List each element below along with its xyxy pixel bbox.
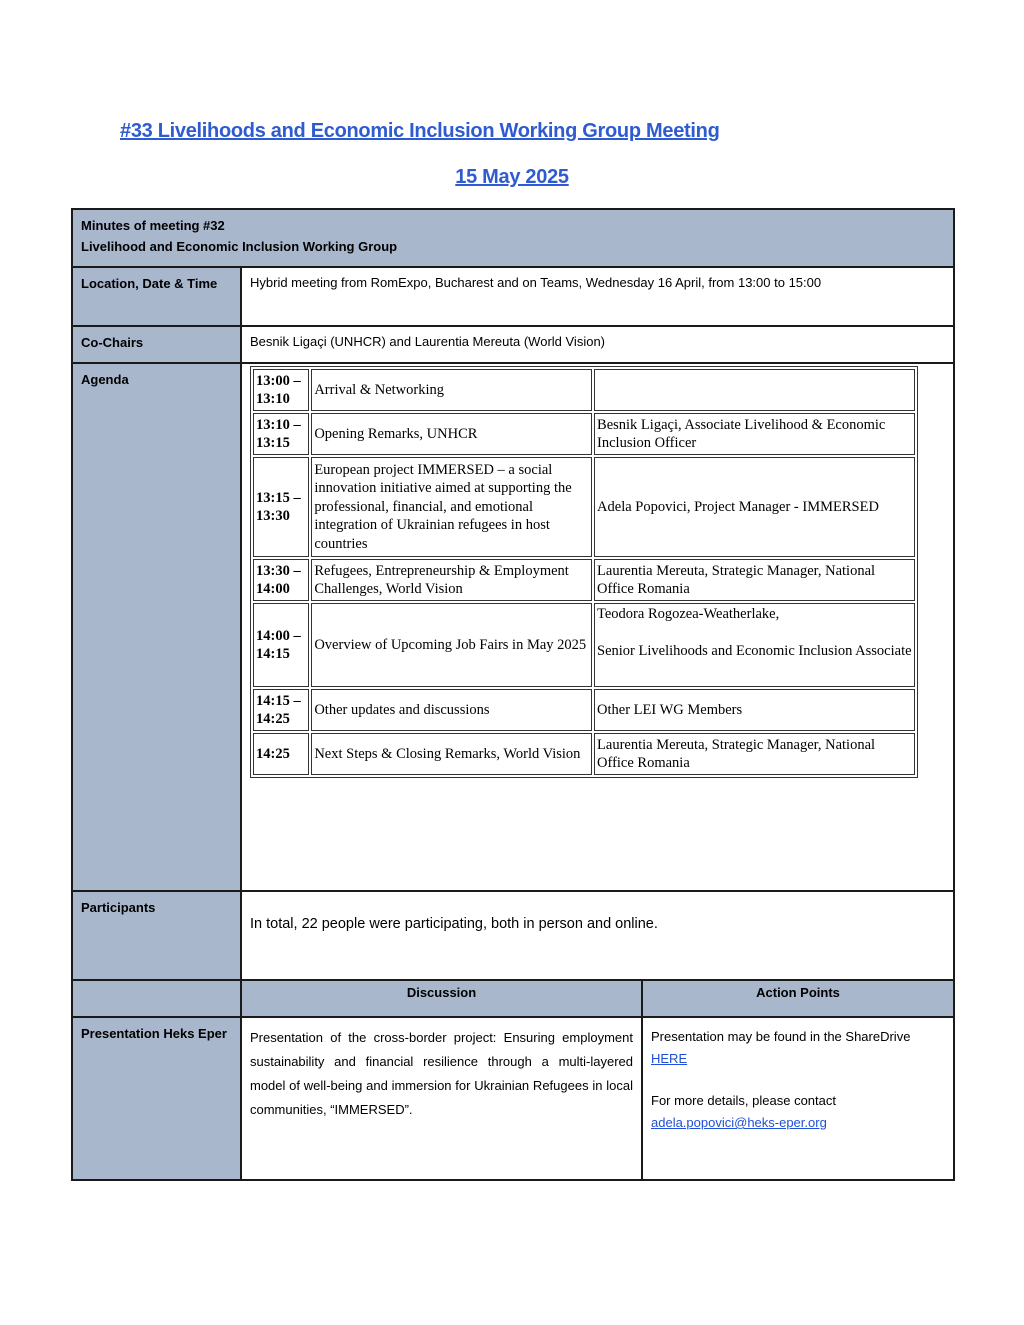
cochairs-value: Besnik Ligaçi (UNHCR) and Laurentia Mereuta (World Vision) (241, 326, 954, 363)
agenda-topic: Overview of Upcoming Job Fairs in May 2025 (311, 603, 592, 687)
speaker-name: Teodora Rogozea-Weatherlake, (597, 606, 780, 622)
agenda-time: 14:25 (253, 733, 309, 775)
document-date: 15 May 2025 (455, 166, 569, 188)
agenda-row-item (253, 369, 915, 411)
agenda-speaker (594, 603, 915, 687)
presentation-row (72, 1017, 954, 1180)
speaker-role: Senior Livelihoods and Economic Inclusion Associate (597, 642, 912, 659)
sharedrive-link[interactable]: HERE (651, 1051, 688, 1066)
location-row (72, 267, 954, 326)
participants-label: Participants (72, 891, 241, 980)
agenda-time: 14:00 – 14:15 (253, 603, 309, 687)
agenda-time: 13:15 – 13:30 (253, 457, 309, 557)
location-value: Hybrid meeting from RomExpo, Bucharest and on Teams, Wednesday 16 April, from 13:00 to 15:00 (241, 267, 954, 326)
agenda-topic: Refugees, Entrepreneurship & Employment Challenges, World Vision (311, 559, 592, 601)
agenda-topic: Other updates and discussions (311, 689, 592, 731)
agenda-time: 13:10 – 13:15 (253, 413, 309, 455)
agenda-row-item (253, 559, 915, 601)
columns-header-row (72, 980, 954, 1017)
sharedrive-note (651, 1026, 945, 1070)
empty-header-cell (72, 980, 241, 1017)
agenda-label: Agenda (72, 363, 241, 891)
cochairs-label: Co-Chairs (72, 326, 241, 363)
agenda-cell (241, 363, 954, 891)
presentation-discussion: Presentation of the cross-border project: Ensuring employment sustainability and financial resilience through a multi-layered model of well-being and immersion for Ukrainian Refugees in local communities, “IMMERSED”. (241, 1017, 642, 1180)
agenda-speaker (594, 369, 915, 411)
agenda-speaker: Other LEI WG Members (594, 689, 915, 731)
action-points-header: Action Points (642, 980, 954, 1017)
agenda-row-item (253, 603, 915, 687)
presentation-actions (642, 1017, 954, 1180)
header-line2: Livelihood and Economic Inclusion Working Group (81, 239, 398, 254)
agenda-speaker: Besnik Ligaçi, Associate Livelihood & Economic Inclusion Officer (594, 413, 915, 455)
agenda-speaker: Adela Popovici, Project Manager - IMMERSED (594, 457, 915, 557)
agenda-speaker: Laurentia Mereuta, Strategic Manager, National Office Romania (594, 733, 915, 775)
agenda-row (72, 363, 954, 891)
agenda-topic: Next Steps & Closing Remarks, World Vision (311, 733, 592, 775)
cochairs-row (72, 326, 954, 363)
agenda-time: 13:30 – 14:00 (253, 559, 309, 601)
minutes-header (72, 209, 954, 267)
agenda-table (250, 366, 918, 778)
contact-email-link[interactable]: adela.popovici@heks-eper.org (651, 1115, 827, 1130)
agenda-time: 14:15 – 14:25 (253, 689, 309, 731)
agenda-row-item (253, 413, 915, 455)
participants-row (72, 891, 954, 980)
agenda-topic: Arrival & Networking (311, 369, 592, 411)
agenda-row-item (253, 457, 915, 557)
agenda-time: 13:00 – 13:10 (253, 369, 309, 411)
presentation-label: Presentation Heks Eper (72, 1017, 241, 1180)
discussion-header: Discussion (241, 980, 642, 1017)
participants-value: In total, 22 people were participating, both in person and online. (241, 891, 954, 980)
agenda-speaker: Laurentia Mereuta, Strategic Manager, National Office Romania (594, 559, 915, 601)
agenda-row-item (253, 689, 915, 731)
agenda-topic: European project IMMERSED – a social innovation initiative aimed at supporting the professional, financial, and emotional integration of Ukrainian refugees in host countries (311, 457, 592, 557)
header-line1: Minutes of meeting #32 (81, 218, 225, 233)
sharedrive-text: Presentation may be found in the ShareDrive (651, 1029, 911, 1044)
document-title: #33 Livelihoods and Economic Inclusion Working Group Meeting (120, 120, 720, 142)
header-row (72, 209, 954, 267)
agenda-topic: Opening Remarks, UNHCR (311, 413, 592, 455)
minutes-table (71, 208, 955, 1181)
contact-text: For more details, please contact (651, 1093, 836, 1108)
location-label: Location, Date & Time (72, 267, 241, 326)
agenda-row-item (253, 733, 915, 775)
